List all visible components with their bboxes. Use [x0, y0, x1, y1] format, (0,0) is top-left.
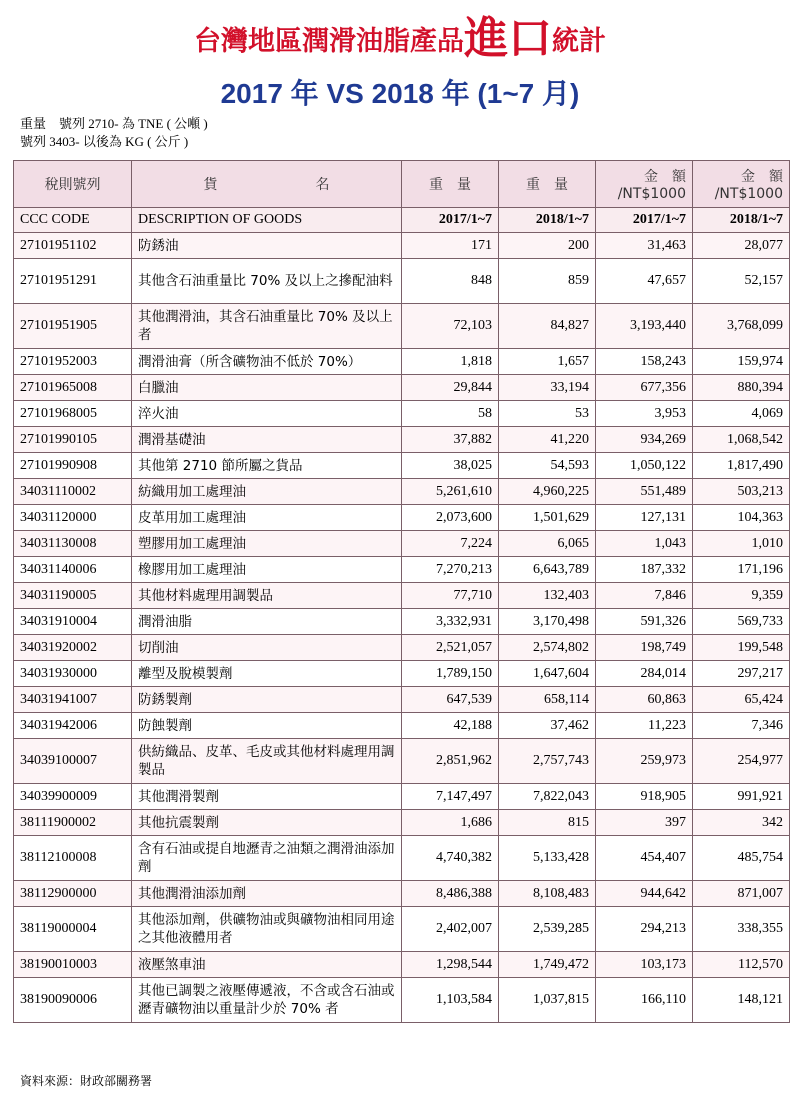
header-amount-label: 金 額 [741, 169, 783, 185]
row-amount-2017: 198,749 [596, 635, 693, 661]
row-amount-2017: 677,356 [596, 375, 693, 401]
row-weight-2018: 53 [499, 401, 596, 427]
row-amount-2017: 127,131 [596, 505, 693, 531]
row-amount-2018: 9,359 [693, 583, 790, 609]
row-weight-2017: 1,789,150 [402, 661, 499, 687]
row-weight-2017: 7,270,213 [402, 557, 499, 583]
row-amount-2017: 918,905 [596, 784, 693, 810]
table-row [14, 609, 790, 635]
row-code: 38112900000 [14, 881, 132, 907]
row-weight-2017: 2,521,057 [402, 635, 499, 661]
subheader-w2017: 2017/1~7 [402, 208, 499, 233]
row-description: 防銹製劑 [132, 687, 402, 713]
row-weight-2018: 8,108,483 [499, 881, 596, 907]
table-row [14, 557, 790, 583]
page-subtitle: 2017 年 VS 2018 年 (1~7 月) [220, 78, 580, 109]
row-description: 其他含石油重量比 70% 及以上之摻配油料 [132, 259, 402, 304]
row-code: 34031920002 [14, 635, 132, 661]
row-weight-2018: 859 [499, 259, 596, 304]
row-amount-2017: 3,953 [596, 401, 693, 427]
row-weight-2017: 72,103 [402, 304, 499, 349]
row-weight-2018: 33,194 [499, 375, 596, 401]
row-amount-2017: 60,863 [596, 687, 693, 713]
row-code: 34039900009 [14, 784, 132, 810]
row-weight-2018: 54,593 [499, 453, 596, 479]
row-amount-2017: 31,463 [596, 233, 693, 259]
row-code: 27101990105 [14, 427, 132, 453]
row-weight-2018: 2,574,802 [499, 635, 596, 661]
table-subheader-row [14, 208, 790, 233]
row-amount-2018: 3,768,099 [693, 304, 790, 349]
row-code: 34031120000 [14, 505, 132, 531]
table-row [14, 978, 790, 1023]
row-code: 38190090006 [14, 978, 132, 1023]
row-weight-2018: 815 [499, 810, 596, 836]
table-row [14, 952, 790, 978]
row-description: 橡膠用加工處理油 [132, 557, 402, 583]
row-weight-2018: 1,647,604 [499, 661, 596, 687]
row-amount-2018: 503,213 [693, 479, 790, 505]
table-row [14, 661, 790, 687]
row-amount-2018: 991,921 [693, 784, 790, 810]
subheader-code: CCC CODE [14, 208, 132, 233]
table-header-row [14, 161, 790, 208]
row-amount-2017: 259,973 [596, 739, 693, 784]
header-amount-label: 金 額 [644, 169, 686, 185]
row-weight-2017: 2,851,962 [402, 739, 499, 784]
row-amount-2018: 1,068,542 [693, 427, 790, 453]
row-amount-2017: 158,243 [596, 349, 693, 375]
table-row [14, 505, 790, 531]
import-stats-table [13, 160, 790, 1023]
row-description: 離型及脫模製劑 [132, 661, 402, 687]
header-weight-2018: 重 量 [499, 161, 596, 208]
row-amount-2018: 52,157 [693, 259, 790, 304]
row-amount-2018: 28,077 [693, 233, 790, 259]
row-description: 其他第 2710 節所屬之貨品 [132, 453, 402, 479]
title-part1: 台灣地區潤滑油脂產品 [194, 26, 464, 57]
row-amount-2017: 294,213 [596, 907, 693, 952]
unit-note-2: 號列 3403- 以後為 KG ( 公斤 ) [20, 134, 189, 149]
row-weight-2018: 200 [499, 233, 596, 259]
row-code: 27101968005 [14, 401, 132, 427]
row-description: 防蝕製劑 [132, 713, 402, 739]
row-description: 含有石油或提自地瀝青之油類之潤滑油添加劑 [132, 836, 402, 881]
table-row [14, 375, 790, 401]
row-code: 34031930000 [14, 661, 132, 687]
row-weight-2018: 132,403 [499, 583, 596, 609]
table-row [14, 784, 790, 810]
row-weight-2017: 5,261,610 [402, 479, 499, 505]
row-description: 潤滑油膏（所含礦物油不低於 70%） [132, 349, 402, 375]
page-title [0, 14, 800, 67]
row-amount-2017: 591,326 [596, 609, 693, 635]
row-weight-2017: 42,188 [402, 713, 499, 739]
row-amount-2017: 187,332 [596, 557, 693, 583]
row-weight-2017: 8,486,388 [402, 881, 499, 907]
row-weight-2017: 848 [402, 259, 499, 304]
table-row [14, 881, 790, 907]
table-row [14, 713, 790, 739]
row-description: 其他潤滑油，其含石油重量比 70% 及以上者 [132, 304, 402, 349]
row-weight-2017: 7,224 [402, 531, 499, 557]
row-code: 27101951291 [14, 259, 132, 304]
row-description: 白臘油 [132, 375, 402, 401]
header-amount-2017 [596, 161, 693, 208]
row-weight-2017: 1,298,544 [402, 952, 499, 978]
row-amount-2017: 551,489 [596, 479, 693, 505]
row-amount-2018: 112,570 [693, 952, 790, 978]
table-row [14, 233, 790, 259]
row-amount-2017: 7,846 [596, 583, 693, 609]
row-code: 34031140006 [14, 557, 132, 583]
subheader-desc: DESCRIPTION OF GOODS [132, 208, 402, 233]
row-description: 其他添加劑，供礦物油或與礦物油相同用途之其他液體用者 [132, 907, 402, 952]
row-weight-2018: 1,037,815 [499, 978, 596, 1023]
row-description: 潤滑基礎油 [132, 427, 402, 453]
row-code: 27101951905 [14, 304, 132, 349]
row-weight-2017: 38,025 [402, 453, 499, 479]
row-code: 27101952003 [14, 349, 132, 375]
row-description: 淬火油 [132, 401, 402, 427]
row-code: 27101990908 [14, 453, 132, 479]
row-amount-2017: 3,193,440 [596, 304, 693, 349]
header-goods: 貨 名 [132, 161, 402, 208]
row-amount-2018: 199,548 [693, 635, 790, 661]
title-emphasis: 進口 [464, 13, 552, 64]
row-weight-2018: 2,539,285 [499, 907, 596, 952]
subheader-w2018: 2018/1~7 [499, 208, 596, 233]
row-code: 27101951102 [14, 233, 132, 259]
row-amount-2018: 7,346 [693, 713, 790, 739]
row-amount-2017: 11,223 [596, 713, 693, 739]
row-description: 紡織用加工處理油 [132, 479, 402, 505]
source-note: 資料來源：財政部關務署 [20, 1074, 153, 1088]
row-description: 其他抗震製劑 [132, 810, 402, 836]
title-part2: 統計 [552, 26, 606, 57]
row-weight-2018: 7,822,043 [499, 784, 596, 810]
row-weight-2017: 7,147,497 [402, 784, 499, 810]
row-code: 34031130008 [14, 531, 132, 557]
row-weight-2017: 37,882 [402, 427, 499, 453]
table-row [14, 401, 790, 427]
table-row [14, 583, 790, 609]
row-weight-2018: 6,643,789 [499, 557, 596, 583]
row-description: 切削油 [132, 635, 402, 661]
row-weight-2017: 1,103,584 [402, 978, 499, 1023]
row-amount-2017: 1,043 [596, 531, 693, 557]
row-amount-2018: 171,196 [693, 557, 790, 583]
table-row [14, 836, 790, 881]
row-amount-2018: 1,010 [693, 531, 790, 557]
row-description: 塑膠用加工處理油 [132, 531, 402, 557]
table-row [14, 453, 790, 479]
row-amount-2017: 1,050,122 [596, 453, 693, 479]
row-amount-2018: 485,754 [693, 836, 790, 881]
row-code: 38111900002 [14, 810, 132, 836]
row-amount-2017: 103,173 [596, 952, 693, 978]
row-amount-2018: 569,733 [693, 609, 790, 635]
row-weight-2017: 1,818 [402, 349, 499, 375]
table-row [14, 304, 790, 349]
row-amount-2018: 254,977 [693, 739, 790, 784]
row-amount-2017: 454,407 [596, 836, 693, 881]
row-amount-2017: 944,642 [596, 881, 693, 907]
row-code: 34031910004 [14, 609, 132, 635]
row-weight-2017: 4,740,382 [402, 836, 499, 881]
row-weight-2018: 37,462 [499, 713, 596, 739]
row-weight-2017: 29,844 [402, 375, 499, 401]
header-code: 稅則號列 [14, 161, 132, 208]
row-code: 38112100008 [14, 836, 132, 881]
table-row [14, 479, 790, 505]
row-weight-2017: 77,710 [402, 583, 499, 609]
table-row [14, 810, 790, 836]
row-description: 供紡織品、皮革、毛皮或其他材料處理用調製品 [132, 739, 402, 784]
row-weight-2018: 4,960,225 [499, 479, 596, 505]
row-weight-2017: 647,539 [402, 687, 499, 713]
row-weight-2018: 41,220 [499, 427, 596, 453]
table-row [14, 427, 790, 453]
row-amount-2018: 159,974 [693, 349, 790, 375]
row-amount-2018: 297,217 [693, 661, 790, 687]
table-row [14, 687, 790, 713]
row-weight-2018: 6,065 [499, 531, 596, 557]
row-amount-2018: 4,069 [693, 401, 790, 427]
unit-note-1: 重量 號列 2710- 為 TNE ( 公噸 ) [20, 116, 208, 131]
row-amount-2017: 284,014 [596, 661, 693, 687]
row-amount-2017: 47,657 [596, 259, 693, 304]
row-amount-2018: 65,424 [693, 687, 790, 713]
row-description: 防銹油 [132, 233, 402, 259]
header-weight-2017: 重 量 [402, 161, 499, 208]
row-amount-2018: 338,355 [693, 907, 790, 952]
row-description: 液壓煞車油 [132, 952, 402, 978]
row-description: 皮革用加工處理油 [132, 505, 402, 531]
table-row [14, 907, 790, 952]
row-code: 34031110002 [14, 479, 132, 505]
row-code: 38190010003 [14, 952, 132, 978]
table-row [14, 531, 790, 557]
row-weight-2017: 1,686 [402, 810, 499, 836]
row-weight-2018: 1,501,629 [499, 505, 596, 531]
row-weight-2018: 2,757,743 [499, 739, 596, 784]
row-code: 38119000004 [14, 907, 132, 952]
row-weight-2018: 1,749,472 [499, 952, 596, 978]
row-code: 34031942006 [14, 713, 132, 739]
row-amount-2018: 104,363 [693, 505, 790, 531]
header-amount-unit: /NT$1000 [714, 186, 783, 202]
header-amount-unit: /NT$1000 [617, 186, 686, 202]
subheader-a2017: 2017/1~7 [596, 208, 693, 233]
row-description: 潤滑油脂 [132, 609, 402, 635]
table-row [14, 739, 790, 784]
row-amount-2018: 1,817,490 [693, 453, 790, 479]
row-code: 34031190005 [14, 583, 132, 609]
row-weight-2017: 58 [402, 401, 499, 427]
header-amount-2018 [693, 161, 790, 208]
row-weight-2018: 1,657 [499, 349, 596, 375]
row-code: 27101965008 [14, 375, 132, 401]
row-weight-2017: 171 [402, 233, 499, 259]
row-amount-2017: 934,269 [596, 427, 693, 453]
row-weight-2018: 658,114 [499, 687, 596, 713]
row-amount-2018: 148,121 [693, 978, 790, 1023]
table-row [14, 349, 790, 375]
row-amount-2018: 880,394 [693, 375, 790, 401]
subheader-a2018: 2018/1~7 [693, 208, 790, 233]
table-row [14, 259, 790, 304]
row-code: 34031941007 [14, 687, 132, 713]
row-description: 其他已調製之液壓傳遞液，不含或含石油或瀝青礦物油以重量計少於 70% 者 [132, 978, 402, 1023]
row-description: 其他材料處理用調製品 [132, 583, 402, 609]
row-weight-2018: 84,827 [499, 304, 596, 349]
row-amount-2018: 871,007 [693, 881, 790, 907]
row-weight-2017: 2,073,600 [402, 505, 499, 531]
row-amount-2017: 397 [596, 810, 693, 836]
row-amount-2018: 342 [693, 810, 790, 836]
row-weight-2018: 5,133,428 [499, 836, 596, 881]
row-description: 其他潤滑油添加劑 [132, 881, 402, 907]
row-code: 34039100007 [14, 739, 132, 784]
row-weight-2017: 3,332,931 [402, 609, 499, 635]
row-weight-2017: 2,402,007 [402, 907, 499, 952]
row-weight-2018: 3,170,498 [499, 609, 596, 635]
row-amount-2017: 166,110 [596, 978, 693, 1023]
row-description: 其他潤滑製劑 [132, 784, 402, 810]
table-row [14, 635, 790, 661]
